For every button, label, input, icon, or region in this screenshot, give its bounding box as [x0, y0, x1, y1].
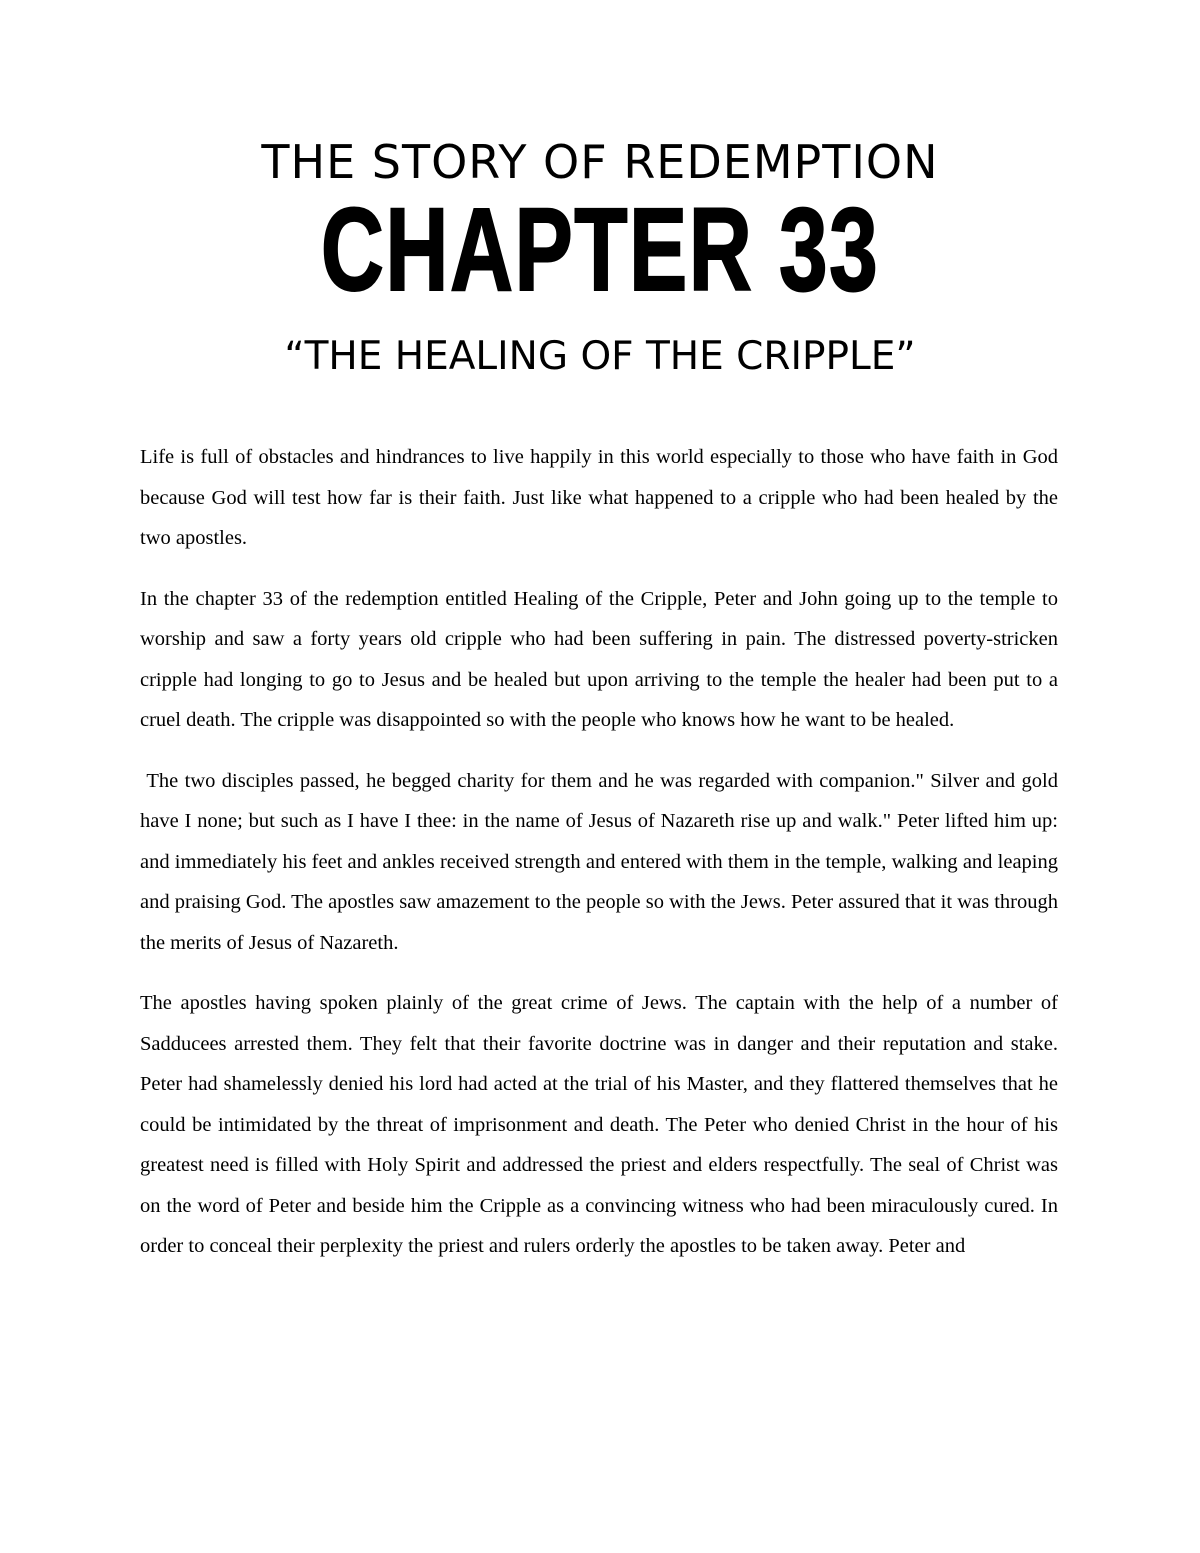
document-body [140, 437, 1064, 1287]
chapter-subtitle: “THE HEALING OF THE CRIPPLE” [284, 334, 916, 379]
paragraph-1: Life is full of obstacles and hindrances to live happily in this world especially to those who have faith in God because God will test how far is their faith. Just like what happened to a cripple who had been healed by the two apostles. [140, 446, 1058, 549]
chapter-title: CHAPTER 33 [320, 184, 880, 316]
paragraph-2: In the chapter 33 of the redemption entitled Healing of the Cripple, Peter and John going up to the temple to worship and saw a forty years old cripple who had been suffering in pain. The distressed poverty-stricken cripple had longing to go to Jesus and be healed but upon arriving to the temple the healer had been put to a cruel death. The cripple was disappointed so with the people who knows how he want to be healed. [140, 587, 1058, 731]
series-title: THE STORY OF REDEMPTION [261, 135, 939, 189]
paragraph-3: The two disciples passed, he begged charity for them and he was regarded with companion." Silver and gold have I none; but such as I have I thee: in the name of Jesus of Nazareth rise up and walk." Peter lifted him up: and immediately his feet and ankles received strength and entered with them in the temple, walking and leaping and praising God. The apostles saw amazement to the people so with the Jews. Peter assured that it was through the merits of Jesus of Nazareth. [140, 769, 1064, 954]
paragraph-4: The apostles having spoken plainly of the great crime of Jews. The captain with the help of a number of Sadducees arrested them. They felt that their favorite doctrine was in danger and their reputation and stake. Peter had shamelessly denied his lord had acted at the trial of his Master, and they flattered themselves that he could be intimidated by the threat of imprisonment and death. The Peter who denied Christ in the hour of his greatest need is filled with Holy Spirit and addressed the priest and elders respectfully. The seal of Christ was on the word of Peter and beside him the Cripple as a convincing witness who had been miraculously cured. In order to conceal their perplexity the priest and rulers orderly the apostles to be taken away. Peter and [140, 992, 1058, 1257]
document-header [0, 132, 1200, 382]
